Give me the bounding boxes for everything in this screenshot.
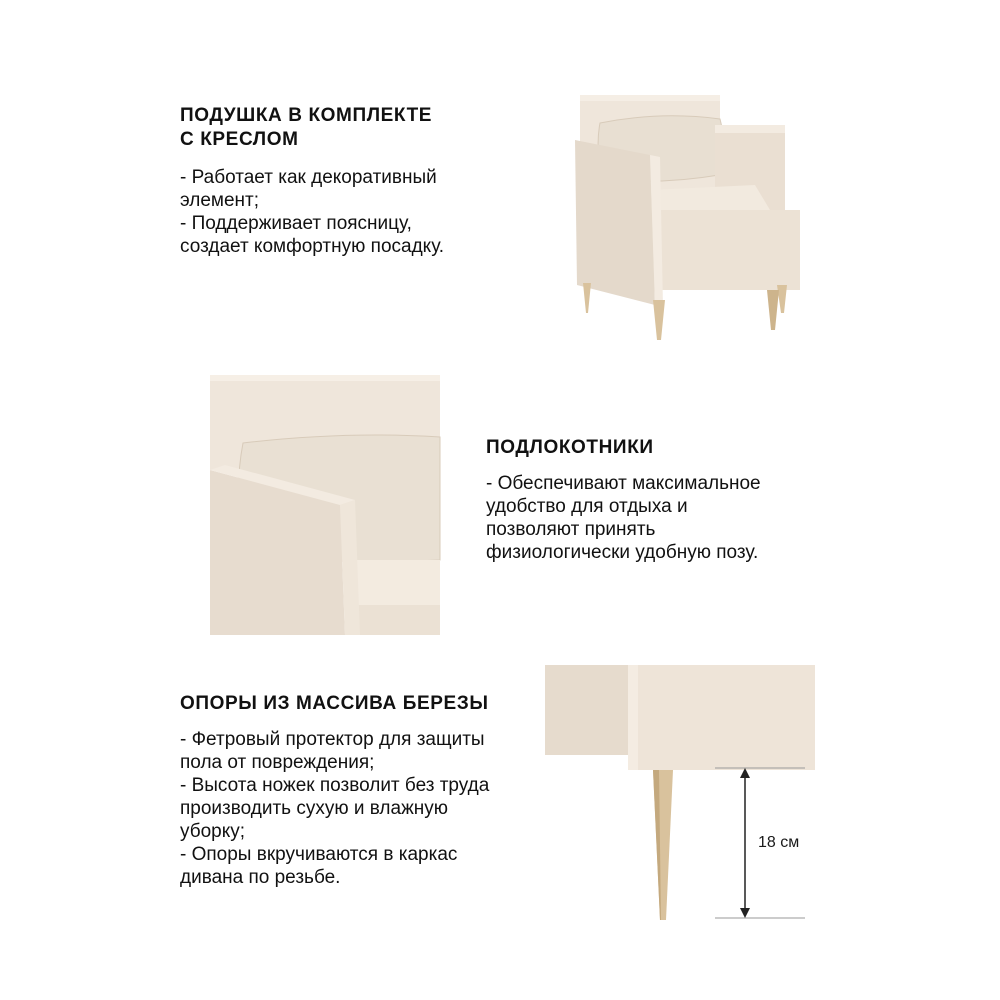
chair-front: [635, 665, 815, 770]
chair-edge: [628, 665, 638, 770]
bullet-line: - Поддерживает поясницу,: [180, 213, 412, 234]
leg: [653, 300, 665, 340]
bullet-line: - Высота ножек позволит без труда: [180, 775, 490, 796]
legs-section-body: [180, 728, 489, 889]
bullet-line: пола от повреждения;: [180, 752, 375, 773]
bullet-line: элемент;: [180, 190, 260, 211]
armrests-section: [486, 436, 761, 564]
legs-section: [180, 692, 489, 889]
title-line: С КРЕСЛОМ: [180, 129, 299, 150]
dimension-label: 18 см: [758, 834, 800, 851]
leg: [583, 283, 591, 313]
bullet-line: производить сухую и влажную: [180, 798, 449, 819]
bullet-line: - Работает как декоративный: [180, 167, 437, 188]
armrests-section-body: [486, 472, 761, 564]
bullet-line: уборку;: [180, 821, 246, 842]
bullet-line: - Опоры вкручиваются в каркас: [180, 844, 458, 865]
right-arm-top: [715, 125, 785, 133]
chair-side: [545, 665, 635, 755]
legs-section-title: [180, 692, 489, 716]
pillow-section: [180, 104, 444, 258]
armrests-section-title: [486, 436, 761, 460]
armchair-image: [555, 85, 825, 350]
bullet-line: удобство для отдыха и: [486, 496, 688, 517]
backrest-top: [210, 375, 440, 381]
pillow-section-body: [180, 166, 444, 258]
armrest-closeup-image: [205, 365, 445, 635]
pillow-section-title: [180, 104, 444, 152]
leg: [767, 290, 779, 330]
dimension-arrow-down: [740, 908, 750, 918]
bullet-line: дивана по резьбе.: [180, 867, 341, 888]
bullet-line: - Обеспечивают максимальное: [486, 473, 761, 494]
seat-front: [650, 210, 800, 290]
leg: [777, 285, 787, 313]
backrest-top: [580, 95, 720, 101]
title-line: ОПОРЫ ИЗ МАССИВА БЕРЕЗЫ: [180, 693, 489, 714]
title-line: ПОДЛОКОТНИКИ: [486, 437, 654, 458]
bullet-line: физиологически удобную позу.: [486, 542, 759, 563]
bullet-line: позволяют принять: [486, 519, 656, 540]
title-line: ПОДУШКА В КОМПЛЕКТЕ: [180, 105, 433, 126]
left-arm-outer: [575, 140, 655, 305]
bullet-line: создает комфортную посадку.: [180, 236, 445, 257]
bullet-line: - Фетровый протектор для защиты: [180, 729, 485, 750]
leg-dimension-image: [540, 665, 825, 930]
